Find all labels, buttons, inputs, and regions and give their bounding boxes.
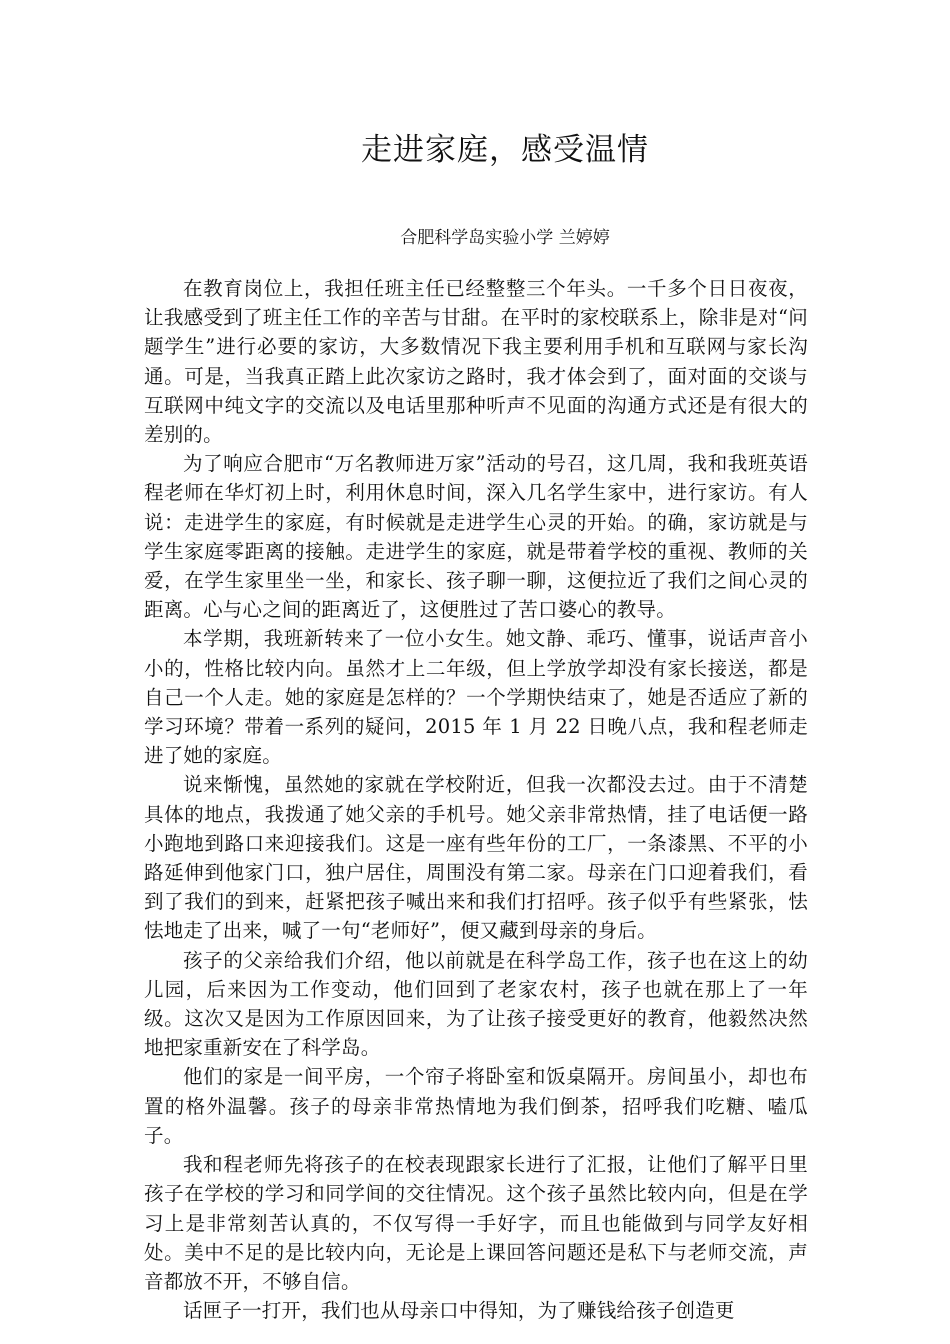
paragraph: 本学期，我班新转来了一位小女生。她文静、乖巧、懂事，说话声音小小的，性格比较内向。虽然才上二年级，但上学放学却没有家长接送，都是自己一个人走。她的家庭是怎样的？一个学期快结束了，她是否适应了新的学习环境？带着一系列的疑问，2015 年 1 月 22 日晚八点，我和程老师走进了她的家庭。 — [144, 627, 808, 768]
paragraph: 在教育岗位上，我担任班主任已经整整三个年头。一千多个日日夜夜，让我感受到了班主任工作的辛苦与甘甜。在平时的家校联系上，除非是对“问题学生”进行必要的家访，大多数情况下我主要利用手机和互联网与家长沟通。可是，当我真正踏上此次家访之路时，我才体会到了，面对面的交谈与互联网中纯文字的交流以及电话里那种听声不见面的沟通方式还是有很大的差别的。 — [144, 277, 808, 447]
document-title: 走进家庭，感受温情 — [361, 132, 649, 168]
paragraph: 为了响应合肥市“万名教师进万家”活动的号召，这几周，我和我班英语程老师在华灯初上时，利用休息时间，深入几名学生家中，进行家访。有人说：走进学生的家庭，有时候就是走进学生心灵的开始。的确，家访就是与学生家庭零距离的接触。走进学生的家庭，就是带着学校的重视、教师的关爱，在学生家里坐一坐，和家长、孩子聊一聊，这便拉近了我们之间心灵的距离。心与心之间的距离近了，这便胜过了苦口婆心的教导。 — [144, 452, 808, 622]
paragraph: 他们的家是一间平房，一个帘子将卧室和饭桌隔开。房间虽小，却也布置的格外温馨。孩子的母亲非常热情地为我们倒茶，招呼我们吃糖、嗑瓜子。 — [144, 1065, 808, 1147]
paragraph: 我和程老师先将孩子的在校表现跟家长进行了汇报，让他们了解平日里孩子在学校的学习和同学间的交往情况。这个孩子虽然比较内向，但是在学习上是非常刻苦认真的，不仅写得一手好字，而且也能做到与同学友好相处。美中不足的是比较内向，无论是上课回答问题还是私下与老师交流，声音都放不开，不够自信。 — [144, 1153, 808, 1293]
paragraph: 说来惭愧，虽然她的家就在学校附近，但我一次都没去过。由于不清楚具体的地点，我拨通了她父亲的手机号。她父亲非常热情，挂了电话便一路小跑地到路口来迎接我们。这是一座有些年份的工厂，一条漆黑、不平的小路延伸到他家门口，独户居住，周围没有第二家。母亲在门口迎着我们，看到了我们的到来，赶紧把孩子喊出来和我们打招呼。孩子似乎有些紧张，怯怯地走了出来，喊了一句“老师好”，便又藏到母亲的身后。 — [144, 773, 808, 943]
paragraph: 话匣子一打开，我们也从母亲口中得知，为了赚钱给孩子创造更 — [183, 1299, 735, 1323]
article-body — [144, 274, 808, 1325]
author-byline: 合肥科学岛实验小学 兰婷婷 — [400, 228, 610, 248]
paragraph: 孩子的父亲给我们介绍，他以前就是在科学岛工作，孩子也在这上的幼儿园，后来因为工作变动，他们回到了老家农村，孩子也就在那上了一年级。这次又是因为工作原因回来，为了让孩子接受更好的教育，他毅然决然地把家重新安在了科学岛。 — [144, 948, 808, 1060]
